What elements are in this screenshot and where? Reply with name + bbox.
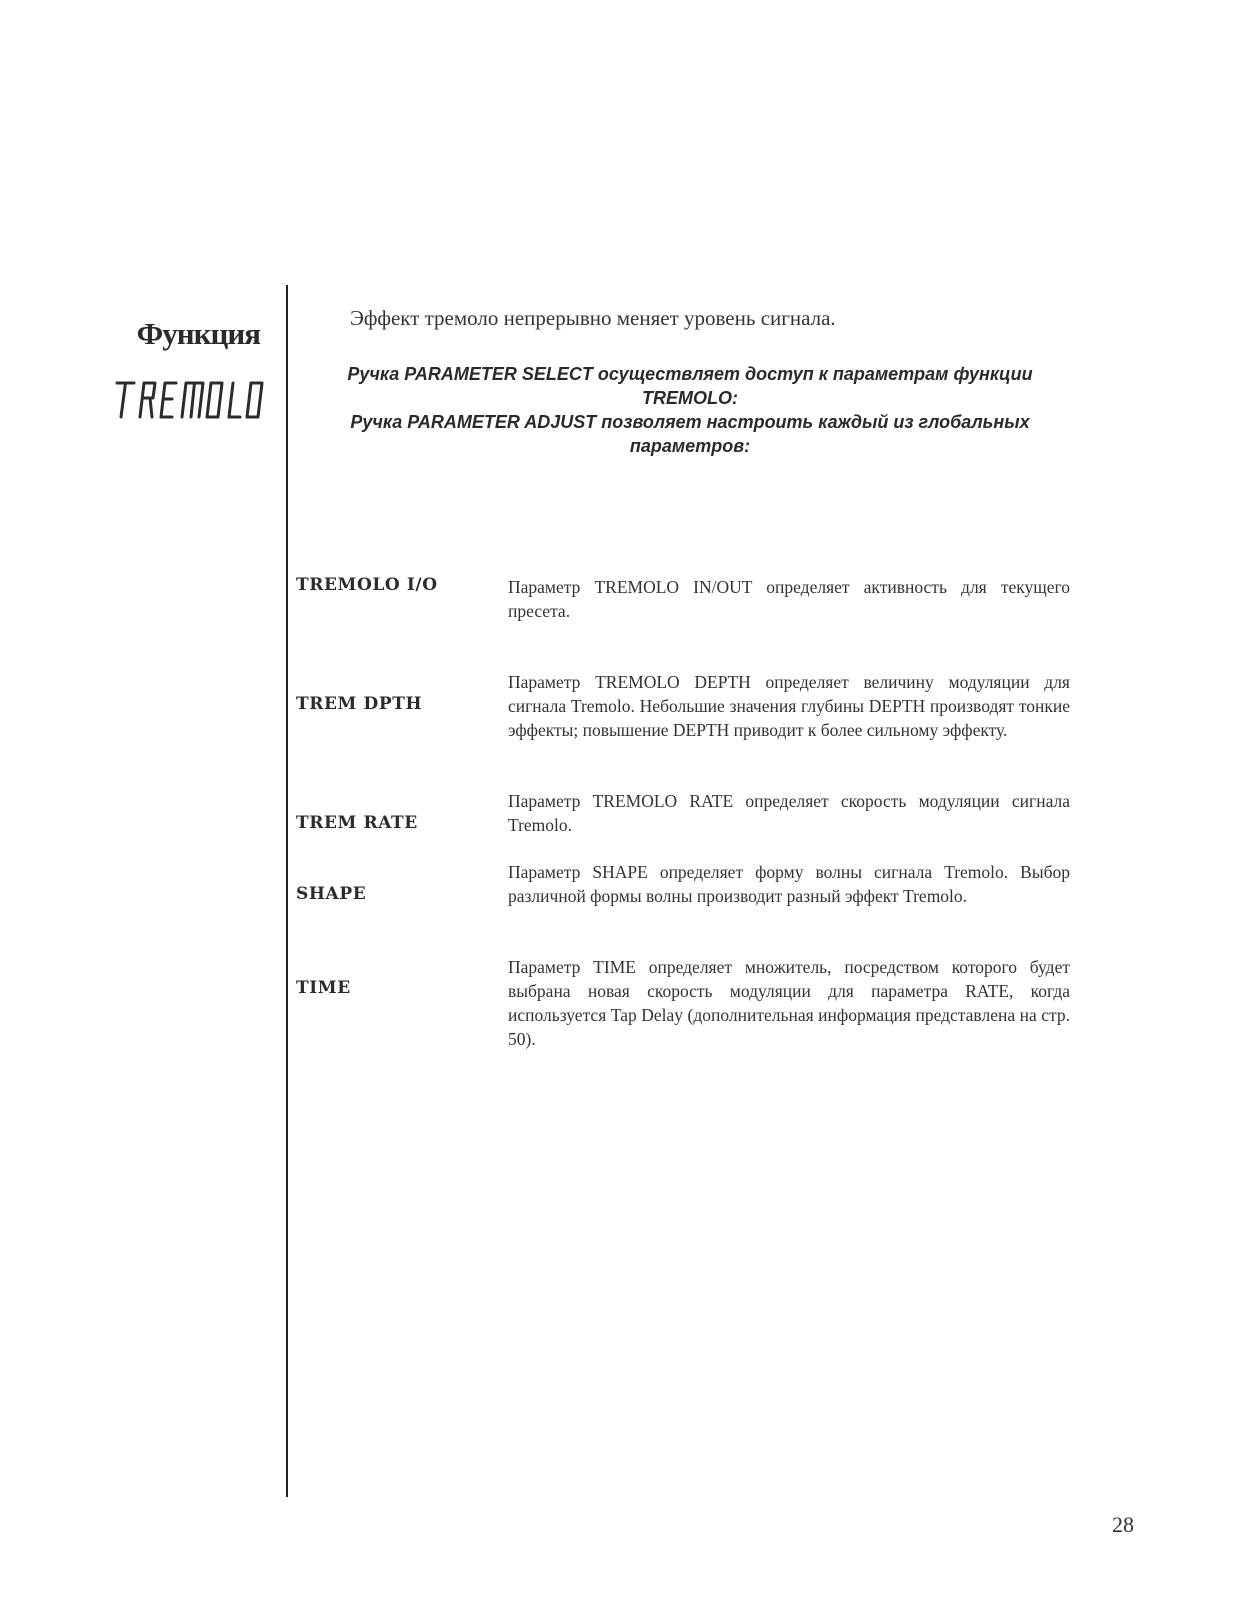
param-desc-time: Параметр TIME определяет множитель, посредством которого будет выбрана новая скорость модуляции для параметра RATE, когда используется Tap Delay (дополнительная информация представлена на стр. 50). (508, 957, 1070, 1049)
section-heading: Функция (136, 316, 260, 351)
param-desc-trem-rate: Параметр TREMOLO RATE определяет скорость модуляции сигнала Tremolo. (508, 791, 1070, 835)
param-label-shape: SHAPE (296, 884, 367, 904)
param-desc-shape: Параметр SHAPE определяет форму волны сигнала Tremolo. Выбор различной формы волны производит разный эффект Tremolo. (508, 862, 1070, 906)
param-desc-tremolo-io: Параметр TREMOLO IN/OUT определяет активность для текущего пресета. (508, 577, 1070, 621)
param-label-tremolo-io: TREMOLO I/O (296, 575, 438, 595)
knob-instructions (300, 362, 1080, 458)
lcd-display-title (114, 380, 266, 425)
parameter-adjust-note: Ручка PARAMETER ADJUST позволяет настроить каждый из глобальных параметров: (350, 412, 1030, 456)
param-label-trem-rate: TREM RATE (296, 813, 418, 833)
intro-text: Эффект тремоло непрерывно меняет уровень сигнала. (350, 306, 836, 330)
param-desc-trem-depth: Параметр TREMOLO DEPTH определяет величину модуляции для сигнала Tremolo. Небольшие значения глубины DEPTH производят тонкие эффекты; повышение DEPTH приводит к более сильному эффекту. (508, 672, 1070, 740)
page-number: 28 (1112, 1512, 1134, 1537)
param-label-trem-depth: TREM DPTH (296, 694, 423, 714)
parameter-select-note: Ручка PARAMETER SELECT осуществляет доступ к параметрам функции TREMOLO: (347, 364, 1033, 408)
param-label-time: TIME (296, 978, 351, 998)
margin-divider (286, 285, 288, 1497)
